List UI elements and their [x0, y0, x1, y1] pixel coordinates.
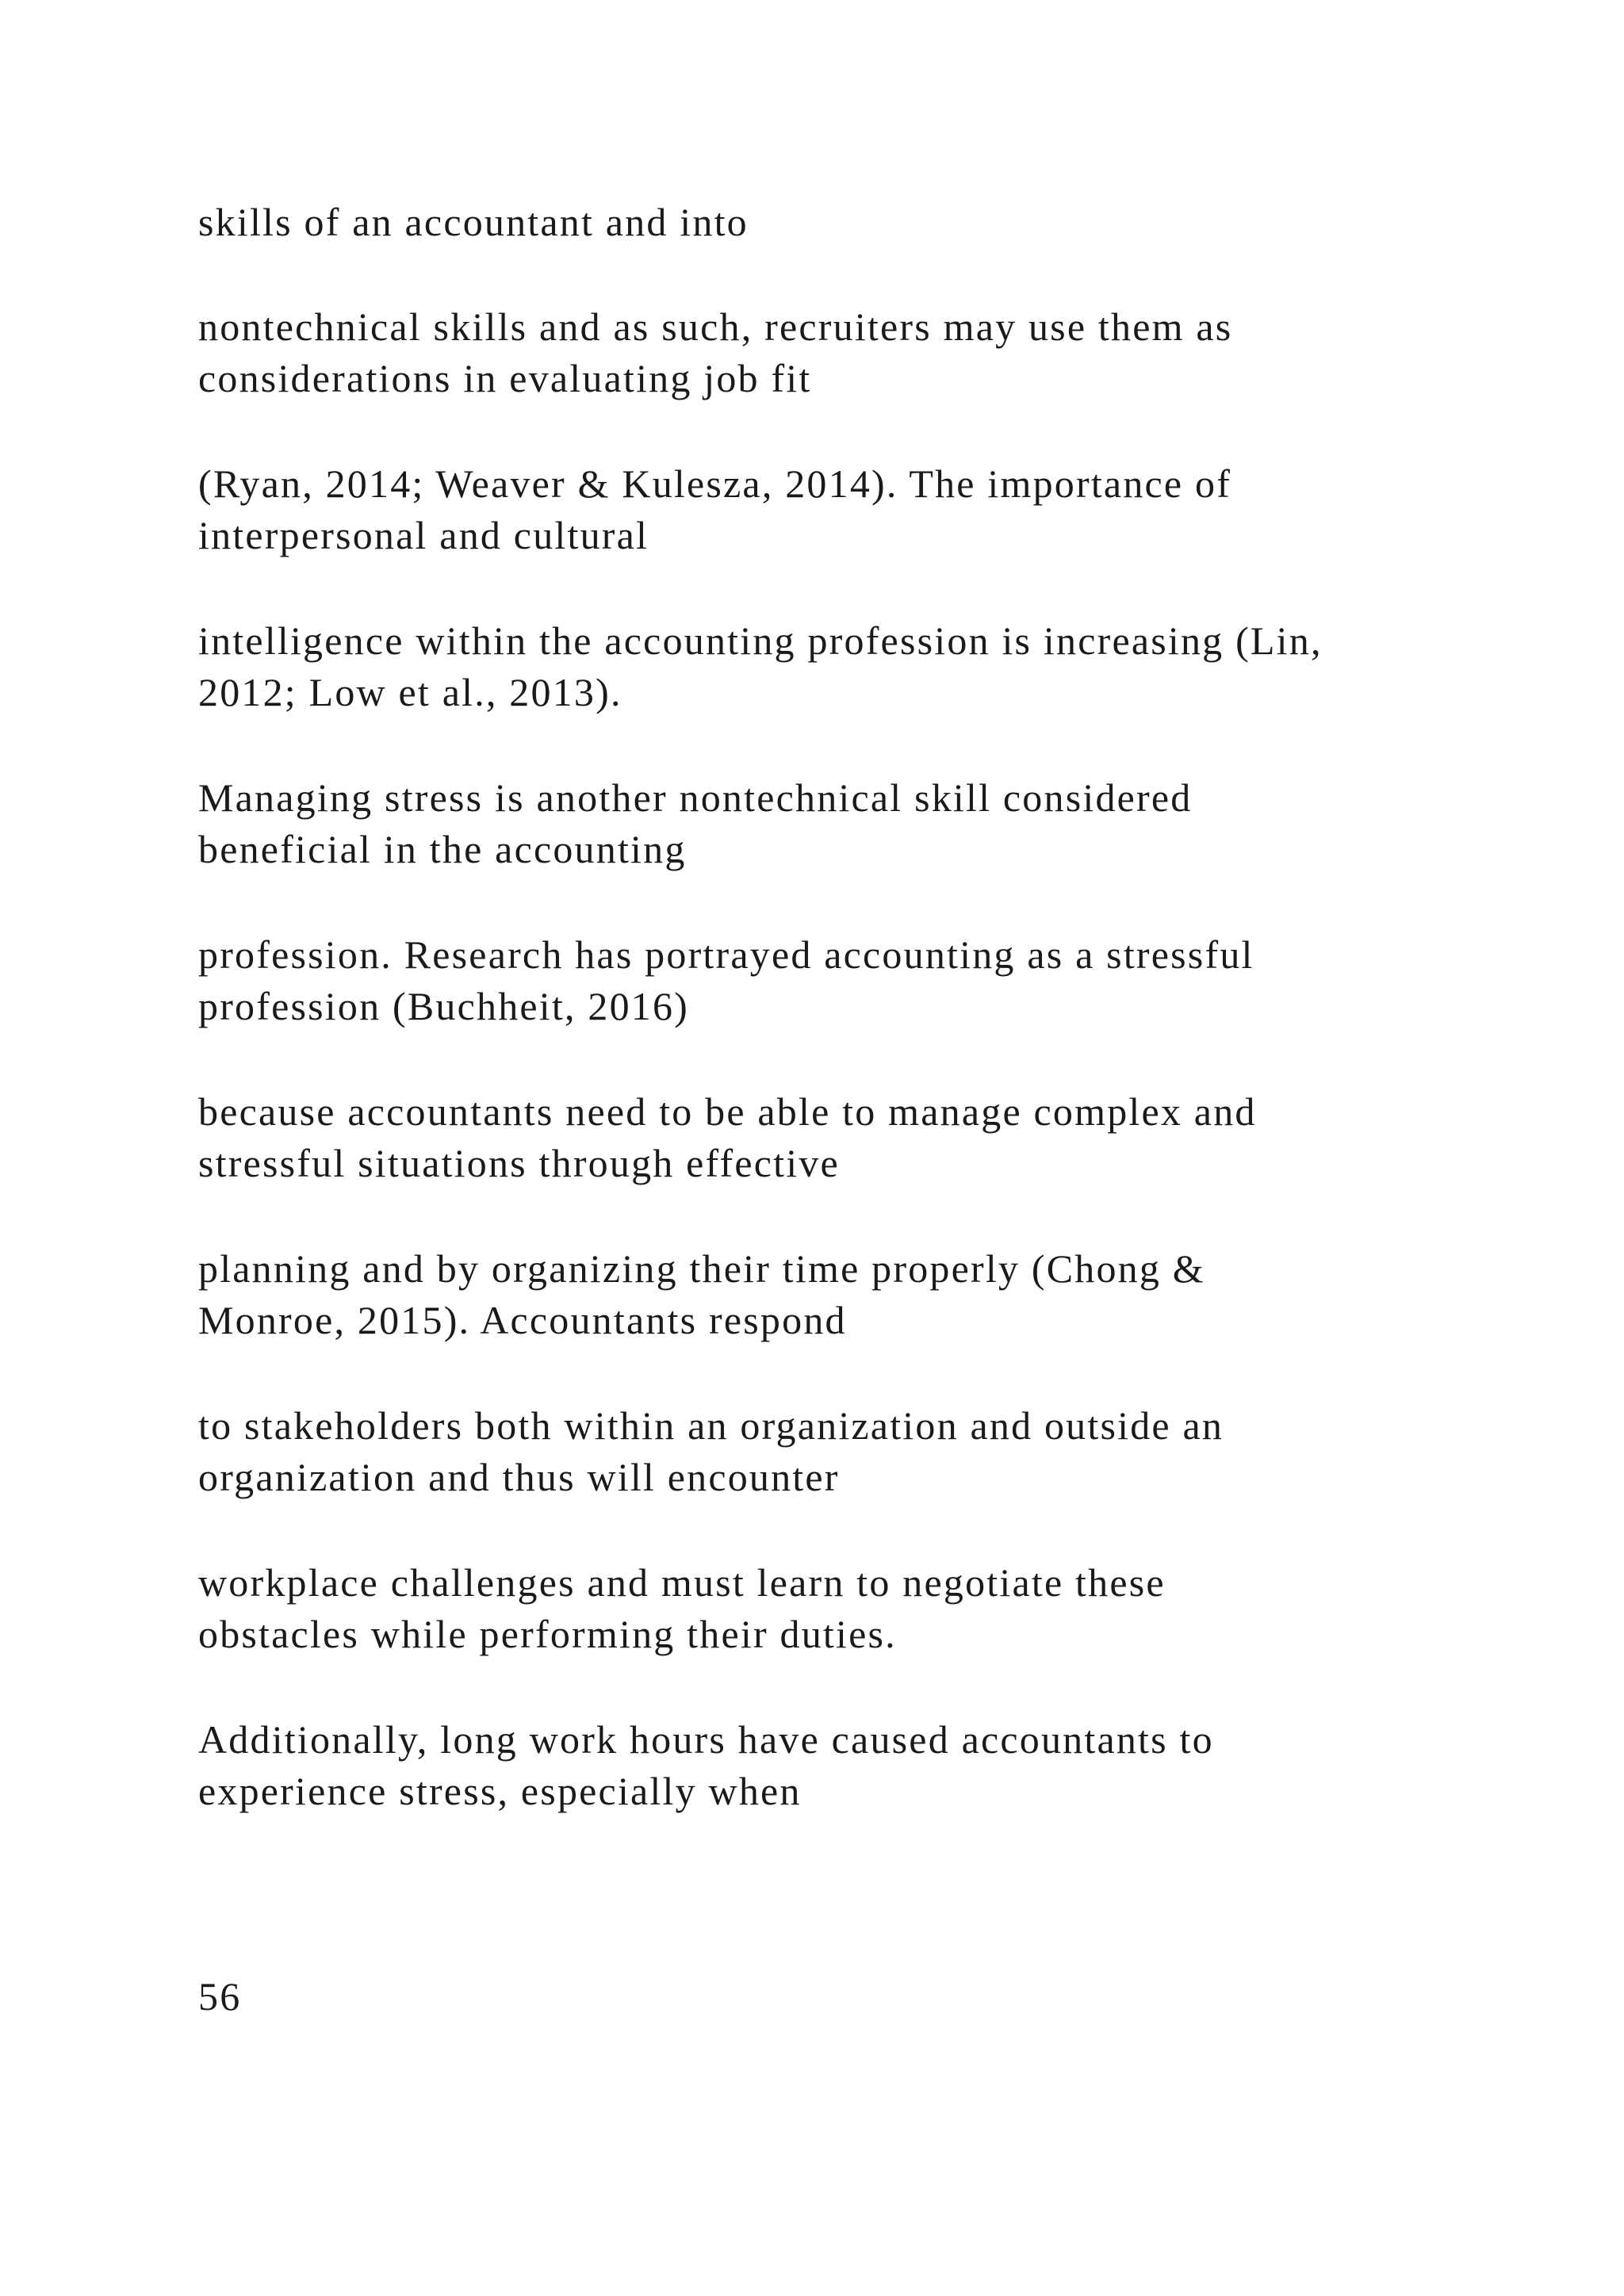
text-line: Managing stress is another nontechnical skill considered [198, 775, 1193, 820]
page-number: 56 [198, 1974, 242, 2019]
text-line: nontechnical skills and as such, recruiters may use them as [198, 304, 1233, 349]
text-line: organization and thus will encounter [198, 1455, 840, 1499]
text-line: workplace challenges and must learn to negotiate these [198, 1560, 1166, 1605]
text-line: interpersonal and cultural [198, 513, 649, 557]
paragraph-1 [198, 197, 1507, 248]
paragraph-3 [198, 458, 1507, 561]
text-line: skills of an accountant and into [198, 200, 749, 244]
text-line: obstacles while performing their duties. [198, 1612, 897, 1656]
text-line: Additionally, long work hours have caused accountants to [198, 1717, 1214, 1762]
paragraph-11 [198, 1714, 1507, 1817]
text-line: profession. Research has portrayed accounting as a stressful [198, 932, 1254, 977]
text-line: stressful situations through effective [198, 1141, 840, 1185]
paragraph-9 [198, 1400, 1507, 1503]
paragraph-5 [198, 772, 1507, 875]
paragraph-10 [198, 1557, 1507, 1660]
text-line: beneficial in the accounting [198, 827, 687, 871]
paragraph-6 [198, 929, 1507, 1032]
paragraph-7 [198, 1086, 1507, 1189]
text-line: considerations in evaluating job fit [198, 356, 812, 400]
paragraph-2 [198, 301, 1507, 404]
text-line: profession (Buchheit, 2016) [198, 984, 690, 1028]
text-line: planning and by organizing their time properly (Chong & [198, 1246, 1205, 1291]
text-line: (Ryan, 2014; Weaver & Kulesza, 2014). The importance of [198, 461, 1232, 506]
text-line: Monroe, 2015). Accountants respond [198, 1298, 847, 1342]
text-line: intelligence within the accounting profession is increasing (Lin, [198, 618, 1323, 663]
paragraph-4 [198, 615, 1507, 718]
text-line: to stakeholders both within an organization and outside an [198, 1403, 1224, 1448]
text-line: 2012; Low et al., 2013). [198, 670, 622, 714]
paragraph-8 [198, 1243, 1507, 1346]
text-line: because accountants need to be able to manage complex and [198, 1089, 1257, 1134]
text-line: experience stress, especially when [198, 1769, 802, 1813]
